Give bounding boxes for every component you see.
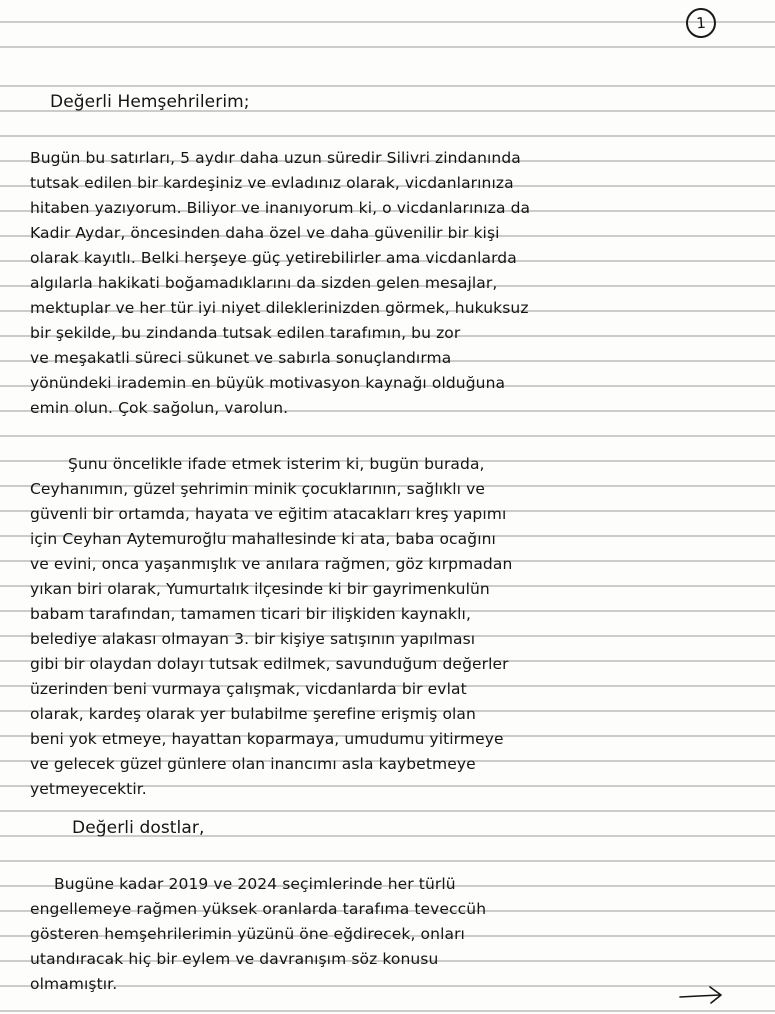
paragraph-1	[30, 146, 530, 421]
paragraph-line: engellemeye rağmen yüksek oranlarda tarafıma teveccüh	[30, 900, 487, 918]
paragraph-line: hitaben yazıyorum. Biliyor ve inanıyorum ki, o vicdanlarınıza da	[30, 199, 531, 217]
paragraph-line: Bugüne kadar 2019 ve 2024 seçimlerinde her türlü	[54, 875, 456, 893]
paragraph-line: babam tarafından, tamamen ticari bir ilişkiden kaynaklı,	[30, 605, 471, 623]
paragraph-line: utandıracak hiç bir eylem ve davranışım söz konusu	[30, 950, 439, 968]
paragraph-line: Bugün bu satırları, 5 aydır daha uzun süredir Silivri zindanında	[30, 149, 521, 167]
arrow-right-icon	[678, 984, 724, 1006]
paragraph-line: olmamıştır.	[30, 975, 118, 993]
paragraph-line: algılarla hakikati boğamadıklarını da sizden gelen mesajlar,	[30, 274, 498, 292]
paragraph-line: yıkan biri olarak, Yumurtalık ilçesinde ki bir gayrimenkulün	[30, 580, 490, 598]
paragraph-line: Ceyhanımın, güzel şehrimin minik çocuklarının, sağlıklı ve	[30, 480, 486, 498]
paragraph-line: emin olun. Çok sağolun, varolun.	[30, 399, 289, 417]
paragraph-line: ve gelecek güzel günlere olan inancımı asla kaybetmeye	[30, 755, 476, 773]
paragraph-line: yönündeki irademin en büyük motivasyon kaynağı olduğuna	[30, 374, 506, 392]
paragraph-line: yetmeyecektir.	[30, 780, 147, 798]
paragraph-line: beni yok etmeye, hayattan koparmaya, umudumu yitirmeye	[30, 730, 504, 748]
paragraph-2	[30, 452, 512, 802]
paragraph-line: tutsak edilen bir kardeşiniz ve evladınız olarak, vicdanlarınıza	[30, 174, 514, 192]
paragraph-line: güvenli bir ortamda, hayata ve eğitim atacakları kreş yapımı	[30, 505, 507, 523]
paragraph-line: Şunu öncelikle ifade etmek isterim ki, bugün burada,	[68, 455, 485, 473]
salutation-2: Değerli dostlar,	[72, 818, 205, 838]
page-number: 1	[685, 7, 717, 39]
paragraph-line: olarak kayıtlı. Belki herşeye güç yetirebilirler ama vicdanlarda	[30, 249, 517, 267]
paragraph-line: için Ceyhan Aytemuroğlu mahallesinde ki ata, baba ocağını	[30, 530, 496, 548]
salutation: Değerli Hemşehrilerim;	[50, 92, 250, 112]
paragraph-line: ve evini, onca yaşanmışlık ve anılara rağmen, göz kırpmadan	[30, 555, 513, 573]
paragraph-3	[30, 872, 486, 997]
paragraph-line: belediye alakası olmayan 3. bir kişiye satışının yapılması	[30, 630, 476, 648]
paragraph-line: gösteren hemşehrilerimin yüzünü öne eğdirecek, onları	[30, 925, 465, 943]
paragraph-line: ve meşakatli süreci sükunet ve sabırla sonuçlandırma	[30, 349, 452, 367]
paragraph-line: olarak, kardeş olarak yer bulabilme şerefine erişmiş olan	[30, 705, 476, 723]
paragraph-line: gibi bir olaydan dolayı tutsak edilmek, savunduğum değerler	[30, 655, 509, 673]
paragraph-line: mektuplar ve her tür iyi niyet dileklerinizden görmek, hukuksuz	[30, 299, 529, 317]
paragraph-line: üzerinden beni vurmaya çalışmak, vicdanlarda bir evlat	[30, 680, 467, 698]
paragraph-line: bir şekilde, bu zindanda tutsak edilen tarafımın, bu zor	[30, 324, 461, 342]
paragraph-line: Kadir Aydar, öncesinden daha özel ve daha güvenilir bir kişi	[30, 224, 500, 242]
